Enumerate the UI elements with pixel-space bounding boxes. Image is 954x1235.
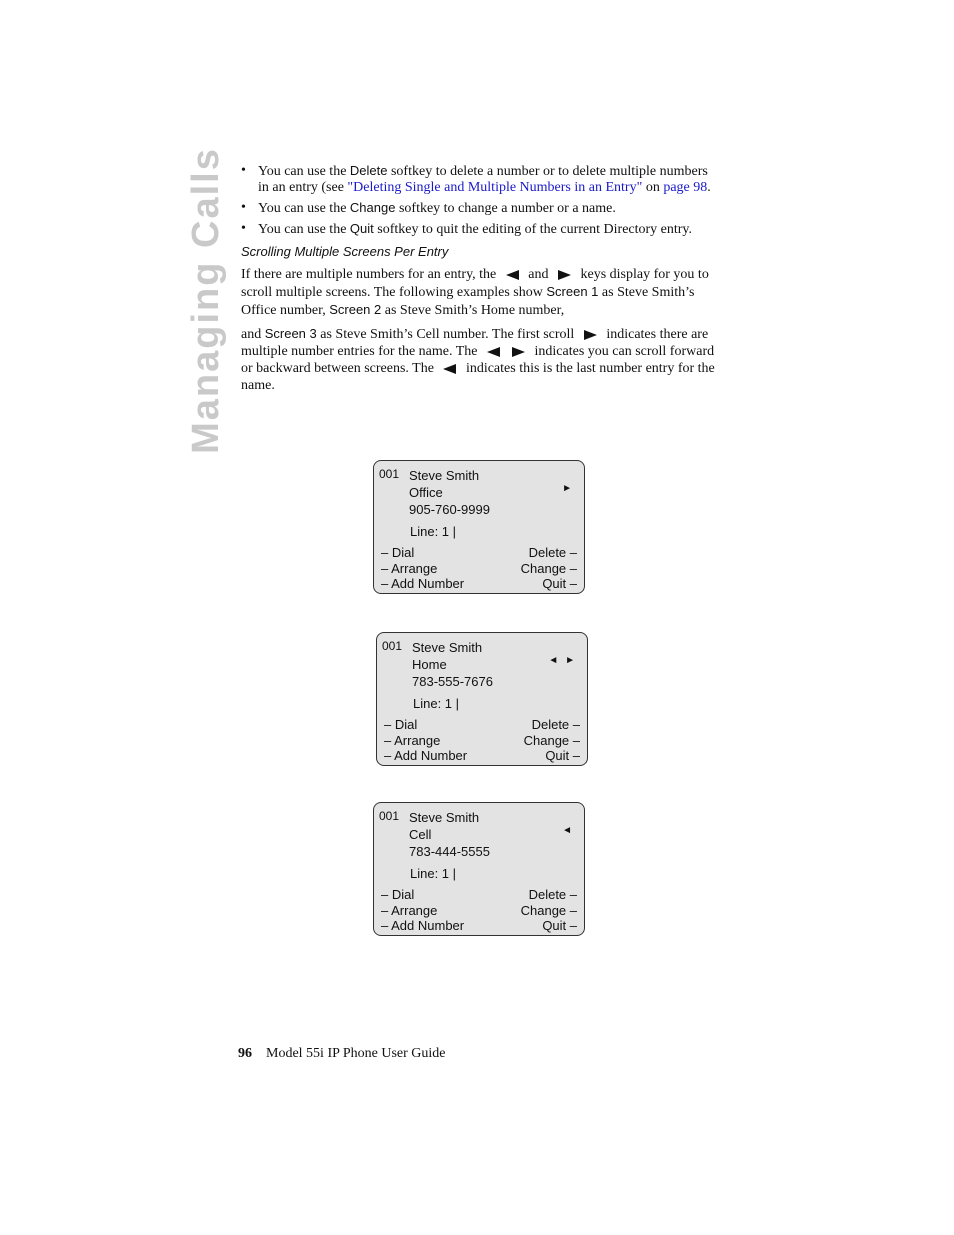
- list-item: • You can use the Quit softkey to quit the editing of the current Directory entry.: [241, 221, 719, 238]
- softkey-change[interactable]: Change –: [523, 733, 580, 748]
- entry-name: Steve Smith: [412, 640, 483, 655]
- bullet-list: [241, 163, 719, 238]
- softkey-quit[interactable]: Quit –: [542, 918, 577, 933]
- right-arrow-icon: [584, 330, 597, 340]
- scroll-arrow-icon: ►: [562, 483, 574, 494]
- phone-number: 905-760-9999: [409, 502, 490, 517]
- cross-reference-link[interactable]: "Deleting Single and Multiple Numbers in an Entry": [347, 180, 643, 195]
- right-arrow-icon: [512, 347, 525, 357]
- softkey-arrange[interactable]: – Arrange: [384, 733, 441, 748]
- right-arrow-icon: [558, 270, 571, 280]
- left-arrow-icon: [487, 347, 500, 357]
- softkey-label: Delete: [349, 163, 388, 178]
- phone-number: 783-555-7676: [412, 674, 493, 689]
- phone-screen-2: [376, 632, 588, 766]
- phone-screen-1: [373, 460, 585, 594]
- list-item: • You can use the Change softkey to change a number or a name.: [241, 200, 719, 217]
- scroll-arrow-icon: ◄ ►: [548, 655, 577, 666]
- softkey-change[interactable]: Change –: [520, 903, 577, 918]
- number-type: Home: [412, 657, 447, 672]
- phone-screen-3: [373, 802, 585, 936]
- softkey-add-number[interactable]: – Add Number: [381, 576, 465, 591]
- page-number: 96: [238, 1046, 252, 1061]
- main-content: [241, 163, 719, 394]
- softkey-delete[interactable]: Delete –: [528, 545, 577, 560]
- screen-label: Screen 1: [546, 284, 599, 299]
- softkey-dial[interactable]: – Dial: [381, 545, 415, 560]
- softkey-quit[interactable]: Quit –: [545, 748, 580, 763]
- softkey-delete[interactable]: Delete –: [531, 717, 580, 732]
- screen-label: Screen 2: [329, 302, 382, 317]
- softkey-dial[interactable]: – Dial: [381, 887, 415, 902]
- entry-index: 001: [382, 639, 403, 653]
- left-arrow-icon: [443, 364, 456, 374]
- softkey-label: Change: [349, 200, 396, 215]
- line-indicator: Line: 1 |: [410, 524, 457, 539]
- softkey-add-number[interactable]: – Add Number: [384, 748, 468, 763]
- number-type: Office: [409, 485, 443, 500]
- document-title: Model 55i IP Phone User Guide: [266, 1046, 446, 1061]
- scroll-arrow-icon: ◄: [562, 825, 574, 836]
- body-paragraph: If there are multiple numbers for an entry, the and keys display for you to scroll multiple screens. The following examples show Screen 1 as Steve Smith’s Office number, Screen 2 as Steve Smith’s Home number, and Screen 3 as Steve Smith’s Cell number. The first scroll indicates there are multiple number entries for the name. The indicates you can scroll forward or backward between screens. The indicates this is the last number entry for the name.: [241, 267, 715, 393]
- entry-name: Steve Smith: [409, 468, 480, 483]
- entry-name: Steve Smith: [409, 810, 480, 825]
- softkey-dial[interactable]: – Dial: [384, 717, 418, 732]
- list-item: • You can use the Delete softkey to delete a number or to delete multiple numbers in an entry (see "Deleting Single and Multiple Numbers in an Entry" on page 98.: [241, 163, 719, 196]
- softkey-add-number[interactable]: – Add Number: [381, 918, 465, 933]
- page-footer: [238, 1046, 446, 1062]
- number-type: Cell: [409, 827, 432, 842]
- phone-number: 783-444-5555: [409, 844, 490, 859]
- softkey-change[interactable]: Change –: [520, 561, 577, 576]
- softkey-arrange[interactable]: – Arrange: [381, 903, 438, 918]
- screen-label: Screen 3: [264, 326, 317, 341]
- left-arrow-icon: [506, 270, 519, 280]
- softkey-delete[interactable]: Delete –: [528, 887, 577, 902]
- softkey-quit[interactable]: Quit –: [542, 576, 577, 591]
- line-indicator: Line: 1 |: [413, 696, 460, 711]
- side-tab: [184, 146, 227, 454]
- subheading: Scrolling Multiple Screens Per Entry: [241, 244, 449, 259]
- side-tab-label: Managing Calls: [184, 146, 227, 454]
- line-indicator: Line: 1 |: [410, 866, 457, 881]
- entry-index: 001: [379, 809, 400, 823]
- page-link[interactable]: page 98: [663, 180, 708, 195]
- entry-index: 001: [379, 467, 400, 481]
- softkey-arrange[interactable]: – Arrange: [381, 561, 438, 576]
- softkey-label: Quit: [349, 221, 374, 236]
